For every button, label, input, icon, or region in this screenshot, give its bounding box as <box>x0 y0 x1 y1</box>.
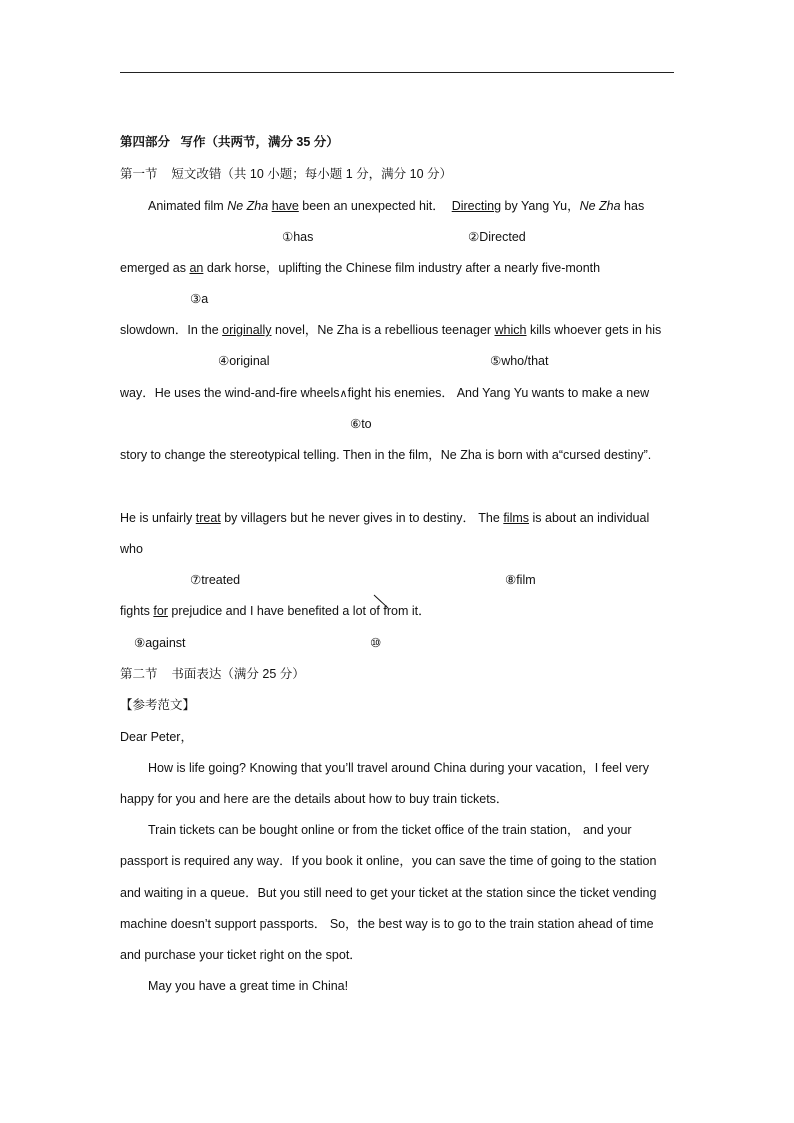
section2-title: 书面表达（满分 25 分） <box>171 667 305 681</box>
film-title: Ne Zha <box>227 199 269 213</box>
passage-line-4 <box>120 384 674 402</box>
error-9: for <box>153 604 168 618</box>
error-8: films <box>503 511 530 525</box>
text: been an unexpected hit． <box>298 199 445 213</box>
error-4: originally <box>222 323 272 337</box>
correction-4: ④original <box>218 354 270 368</box>
header-rule <box>120 72 674 73</box>
correction-3: ③a <box>190 292 209 306</box>
text: kills whoever gets in his <box>526 323 662 337</box>
delete-mark-icon <box>372 594 392 610</box>
text: Animated film <box>148 199 228 213</box>
letter-p2-line2: passport is required any way．If you book it online，you can save the time of going to the station <box>120 854 657 868</box>
text: prejudice and I have benefited a lot of from it． <box>167 604 431 618</box>
correction-7: ⑦treated <box>190 573 241 587</box>
text: is about an individual <box>529 511 650 525</box>
text: slowdown．In the <box>120 323 223 337</box>
letter-p2-line4: machine doesn’t support passports． So，the best way is to go to the train station ahead of time <box>120 917 654 931</box>
section1-heading <box>120 165 674 183</box>
passage-line-1 <box>148 197 674 215</box>
passage-line-2 <box>120 259 674 277</box>
error-3: an <box>189 261 204 275</box>
correction-8: ⑧film <box>505 573 536 587</box>
passage-line-6b: who <box>120 542 143 556</box>
text: fight his enemies． And Yang Yu wants to make a new <box>347 386 650 400</box>
correction-1: ①has <box>282 230 314 244</box>
correction-6: ⑥to <box>350 417 372 431</box>
passage-line-6 <box>120 509 674 527</box>
insert-caret: ∧ <box>339 388 348 400</box>
passage-line-7 <box>120 602 674 620</box>
letter-salutation: Dear Peter， <box>120 730 193 744</box>
correction-10: ⑩ <box>370 636 382 650</box>
letter-p2-line1: Train tickets can be bought online or from the ticket office of the train station， and your <box>148 823 632 837</box>
part-heading <box>120 133 674 151</box>
section2-label: 第二节 <box>120 667 158 681</box>
text: emerged as <box>120 261 190 275</box>
section2-heading <box>120 665 674 683</box>
error-7: treat <box>195 511 221 525</box>
section1-label: 第一节 <box>120 167 158 181</box>
part-label: 第四部分 <box>120 135 171 149</box>
text: has <box>620 199 645 213</box>
text: fights <box>120 604 154 618</box>
text: way．He uses the wind-and-fire wheels <box>120 386 340 400</box>
part-title: 写作（共两节，满分 35 分） <box>180 135 339 149</box>
section1-title: 短文改错（共 10 小题；每小题 1 分，满分 10 分） <box>171 167 453 181</box>
correction-9: ⑨against <box>134 636 186 650</box>
letter-p1-line2: happy for you and here are the details about how to buy train tickets． <box>120 792 509 806</box>
letter-p1-line1: How is life going? Knowing that you’ll travel around China during your vacation，I feel very <box>148 761 649 775</box>
correction-5: ⑤who/that <box>490 354 549 368</box>
text: by villagers but he never gives in to destiny． The <box>220 511 504 525</box>
letter-p3: May you have a great time in China! <box>148 979 349 993</box>
reference-label: 【参考范文】 <box>120 698 196 712</box>
error-5: which <box>494 323 527 337</box>
text: He is unfairly <box>120 511 196 525</box>
error-1: have <box>271 199 299 213</box>
letter-p2-line3: and waiting in a queue．But you still need to get your ticket at the station since the ticket vending <box>120 886 657 900</box>
error-2: Directing <box>451 199 502 213</box>
film-title: Ne Zha <box>579 199 621 213</box>
passage-line-3 <box>120 321 674 339</box>
letter-p2-line5: and purchase your ticket right on the spot． <box>120 948 362 962</box>
correction-2: ②Directed <box>468 230 526 244</box>
text: dark horse，uplifting the Chinese film industry after a nearly five-month <box>203 261 601 275</box>
passage-line-5: story to change the stereotypical telling. Then in the film，Ne Zha is born with a“cursed destiny”. <box>120 448 652 462</box>
text: by Yang Yu， <box>501 199 580 213</box>
text: novel，Ne Zha is a rebellious teenager <box>271 323 495 337</box>
